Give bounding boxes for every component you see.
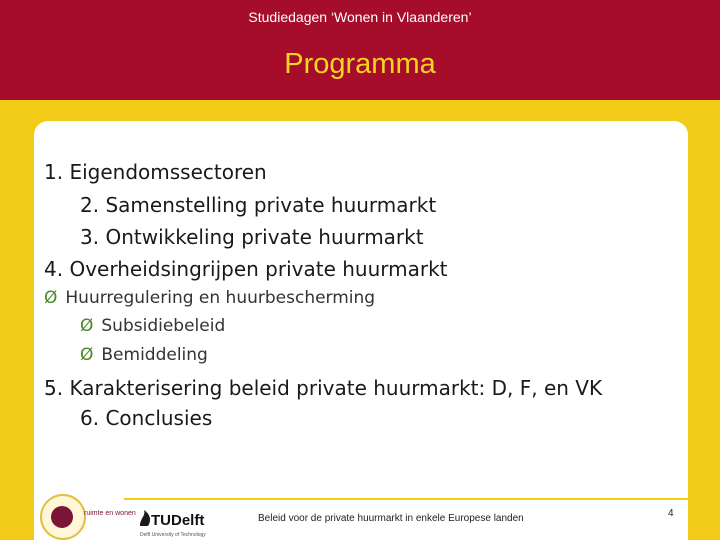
agenda-text: Samenstelling private huurmarkt bbox=[105, 193, 437, 217]
agenda-number: 1. bbox=[44, 160, 64, 184]
agenda-number: 3. bbox=[80, 225, 100, 249]
footer-caption: Beleid voor de private huurmarkt in enkele Europese landen bbox=[258, 513, 524, 524]
logo-left-label: ruimte en wonen bbox=[84, 510, 136, 517]
page-number: 4 bbox=[668, 508, 674, 519]
arrow-bullet-icon: Ø bbox=[44, 288, 58, 308]
subitem-text: Subsidiebeleid bbox=[101, 316, 226, 336]
agenda-text: Karakterisering beleid private huurmarkt: D, F, en VK bbox=[69, 376, 603, 400]
logo-right-label: TUDelft bbox=[151, 512, 205, 529]
subitem-text: Bemiddeling bbox=[101, 345, 208, 365]
agenda-item-1 bbox=[44, 160, 267, 184]
slide-header bbox=[0, 0, 720, 100]
agenda-text: Overheidsingrijpen private huurmarkt bbox=[69, 257, 448, 281]
subitem-text: Huurregulering en huurbescherming bbox=[65, 288, 376, 308]
agenda-number: 4. bbox=[44, 257, 64, 281]
subitem-1 bbox=[44, 288, 375, 308]
agenda-number: 2. bbox=[80, 193, 100, 217]
arrow-bullet-icon: Ø bbox=[80, 316, 94, 336]
agenda-number: 6. bbox=[80, 406, 100, 430]
agenda-item-6 bbox=[80, 406, 212, 430]
subitem-2 bbox=[80, 316, 225, 336]
agenda-item-5 bbox=[44, 376, 602, 400]
logo-right-sublabel: Delft University of Technology bbox=[140, 532, 206, 538]
header-subtitle: Studiedagen ‘Wonen in Vlaanderen’ bbox=[248, 9, 472, 25]
slide-title: Programma bbox=[284, 48, 436, 80]
footer-divider bbox=[124, 498, 690, 500]
agenda-text: Eigendomssectoren bbox=[69, 160, 267, 184]
agenda-item-4 bbox=[44, 257, 448, 281]
agenda-text: Ontwikkeling private huurmarkt bbox=[105, 225, 424, 249]
agenda-text: Conclusies bbox=[105, 406, 213, 430]
ruimte-en-wonen-logo-icon bbox=[40, 494, 86, 540]
arrow-bullet-icon: Ø bbox=[80, 345, 94, 365]
agenda-item-3 bbox=[80, 225, 424, 249]
agenda-number: 5. bbox=[44, 376, 64, 400]
agenda-item-2 bbox=[80, 193, 436, 217]
subitem-3 bbox=[80, 345, 208, 365]
